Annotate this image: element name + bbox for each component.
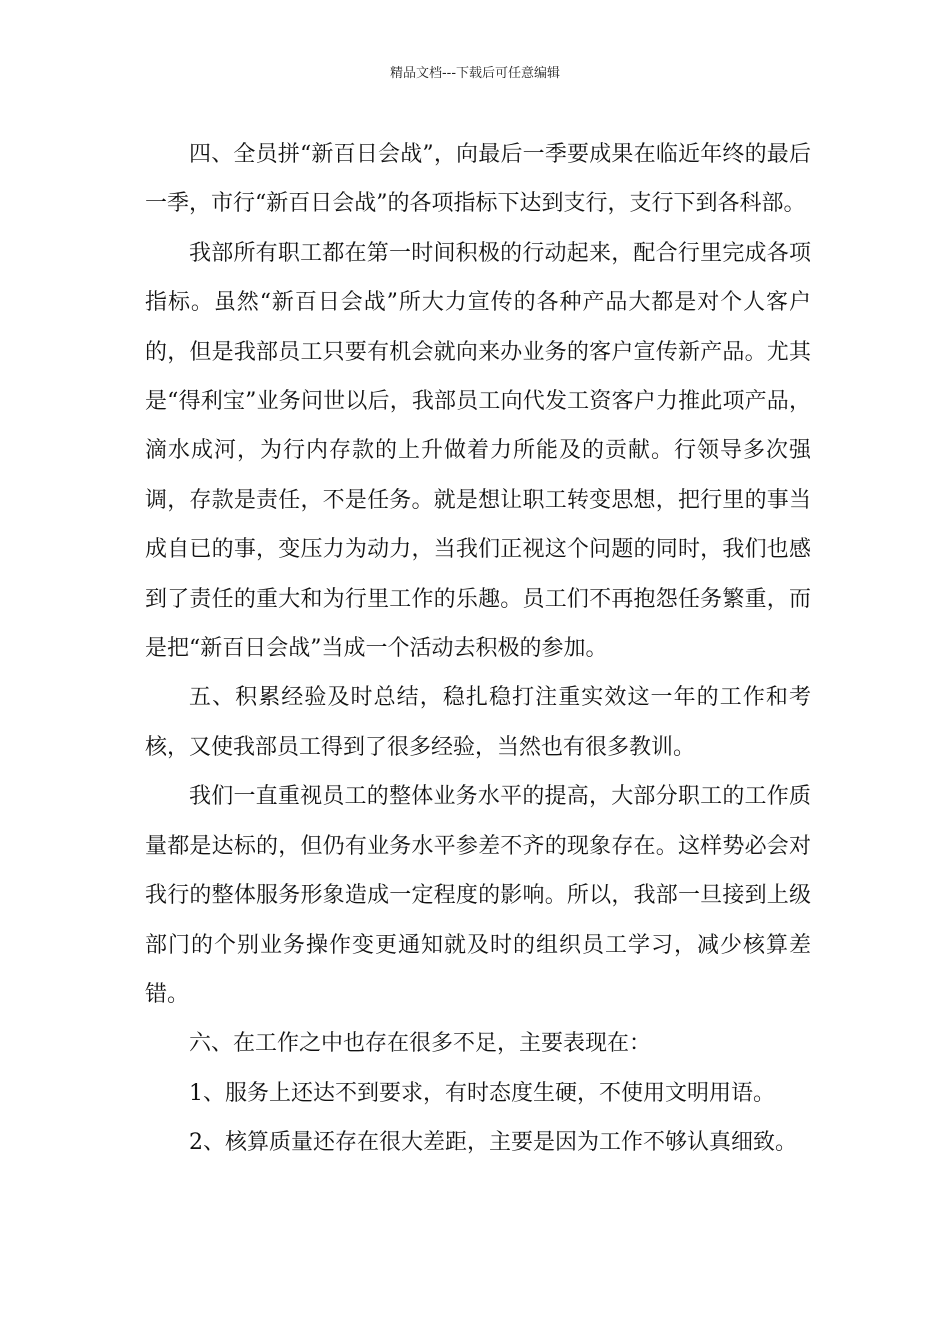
document-body xyxy=(145,130,811,1168)
paragraph-training: 我们一直重视员工的整体业务水平的提高，大部分职工的工作质量都是达标的，但仍有业务水平参差不齐的现象存在。这样势必会对我行的整体服务形象造成一定程度的影响。所以，我部一旦接到上级部门的个别业务操作变更通知就及时的组织员工学习，减少核算差错。 xyxy=(145,784,811,1007)
list-item-accounting: 2、核算质量还存在很大差距，主要是因为工作不够认真细致。 xyxy=(189,1130,797,1156)
paragraph-section-six: 六、在工作之中也存在很多不足，主要表现在： xyxy=(189,1031,652,1057)
paragraph-staff-action: 我部所有职工都在第一时间积极的行动起来，配合行里完成各项指标。虽然“新百日会战”所大力宣传的各种产品大都是对个人客户的，但是我部员工只要有机会就向来办业务的客户宣传新产品。尤其是“得利宝”业务问世以后，我部员工向代发工资客户力推此项产品，滴水成河，为行内存款的上升做着力所能及的贡献。行领导多次强调，存款是责任，不是任务。就是想让职工转变思想，把行里的事当成自已的事，变压力为动力，当我们正视这个问题的同时，我们也感到了责任的重大和为行里工作的乐趣。员工们不再抱怨任务繁重，而是把“新百日会战”当成一个活动去积极的参加。 xyxy=(145,240,811,662)
list-item-service: 1、服务上还达不到要求，有时态度生硬，不使用文明用语。 xyxy=(189,1080,775,1106)
page-header: 精品文档---下载后可任意编辑 xyxy=(389,66,561,81)
paragraph-section-five: 五、积累经验及时总结，稳扎稳打注重实效这一年的工作和考核，又使我部员工得到了很多经验，当然也有很多教训。 xyxy=(145,685,811,760)
paragraph-section-four: 四、全员拼“新百日会战”，向最后一季要成果在临近年终的最后一季，市行“新百日会战”的各项指标下达到支行，支行下到各科部。 xyxy=(145,142,811,217)
